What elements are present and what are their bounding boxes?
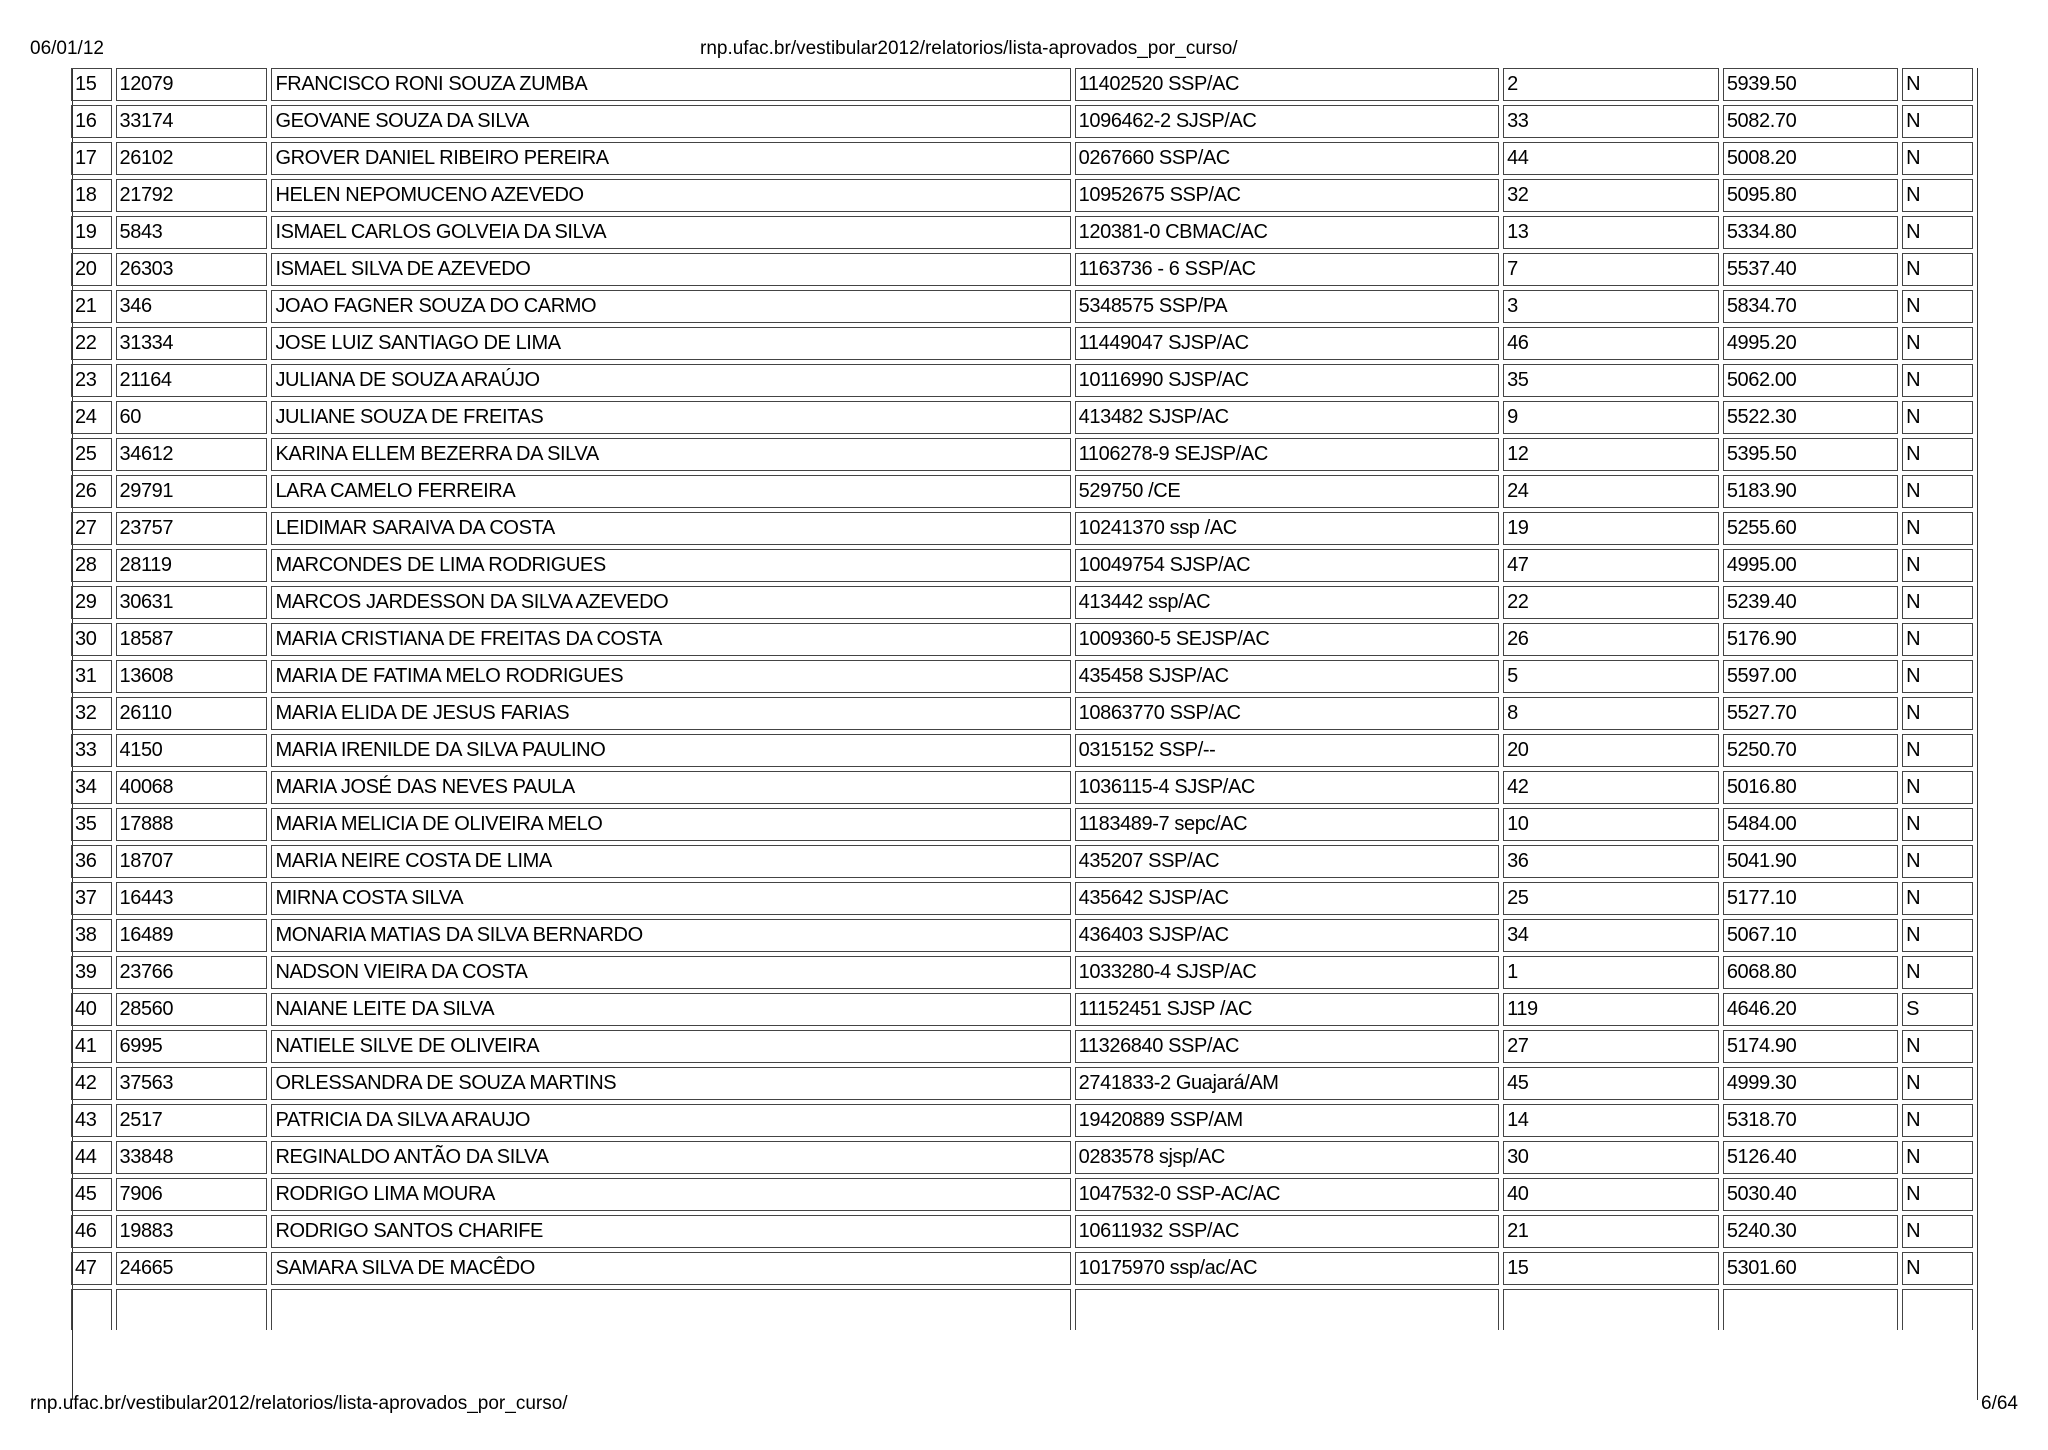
cell-flag: N — [1902, 438, 1973, 471]
cell-registration: 23766 — [116, 956, 268, 989]
cell-registration: 30631 — [116, 586, 268, 619]
cell-name: NAIANE LEITE DA SILVA — [271, 993, 1070, 1026]
cell-flag: N — [1902, 1104, 1973, 1137]
cell-score: 5008.20 — [1723, 142, 1898, 175]
cell-name: MARIA NEIRE COSTA DE LIMA — [271, 845, 1070, 878]
header-date: 06/01/12 — [30, 38, 104, 59]
cell-rank: 36 — [1503, 845, 1719, 878]
cell-empty — [1075, 1289, 1499, 1330]
cell-registration: 2517 — [116, 1104, 268, 1137]
cell-score: 5301.60 — [1723, 1252, 1898, 1285]
cell-name: MONARIA MATIAS DA SILVA BERNARDO — [271, 919, 1070, 952]
cell-name: GROVER DANIEL RIBEIRO PEREIRA — [271, 142, 1070, 175]
table-row — [71, 882, 1973, 915]
cell-name: GEOVANE SOUZA DA SILVA — [271, 105, 1070, 138]
cell-identity-document: 1163736 - 6 SSP/AC — [1075, 253, 1499, 286]
cell-identity-document: 1183489-7 sepc/AC — [1075, 808, 1499, 841]
cell-rank: 12 — [1503, 438, 1719, 471]
cell-position: 20 — [71, 253, 112, 286]
cell-name: MARIA ELIDA DE JESUS FARIAS — [271, 697, 1070, 730]
cell-rank: 119 — [1503, 993, 1719, 1026]
cell-registration: 31334 — [116, 327, 268, 360]
cell-score: 5183.90 — [1723, 475, 1898, 508]
cell-rank: 15 — [1503, 1252, 1719, 1285]
cell-rank: 10 — [1503, 808, 1719, 841]
footer-page-number: 6/64 — [1981, 1393, 2018, 1414]
cell-identity-document: 120381-0 CBMAC/AC — [1075, 216, 1499, 249]
cell-rank: 24 — [1503, 475, 1719, 508]
cell-registration: 24665 — [116, 1252, 268, 1285]
cell-identity-document: 1096462-2 SJSP/AC — [1075, 105, 1499, 138]
cell-score: 5041.90 — [1723, 845, 1898, 878]
cell-rank: 35 — [1503, 364, 1719, 397]
cell-position: 16 — [71, 105, 112, 138]
cell-flag: N — [1902, 771, 1973, 804]
cell-name: JOSE LUIZ SANTIAGO DE LIMA — [271, 327, 1070, 360]
cell-position: 38 — [71, 919, 112, 952]
cell-identity-document: 1036115-4 SJSP/AC — [1075, 771, 1499, 804]
cell-identity-document: 1106278-9 SEJSP/AC — [1075, 438, 1499, 471]
cell-identity-document: 435458 SJSP/AC — [1075, 660, 1499, 693]
cell-registration: 28119 — [116, 549, 268, 582]
table-row — [71, 623, 1973, 656]
cell-identity-document: 413442 ssp/AC — [1075, 586, 1499, 619]
cell-identity-document: 0315152 SSP/-- — [1075, 734, 1499, 767]
cell-registration: 60 — [116, 401, 268, 434]
table-row — [71, 919, 1973, 952]
cell-registration: 28560 — [116, 993, 268, 1026]
cell-score: 5030.40 — [1723, 1178, 1898, 1211]
cell-rank: 30 — [1503, 1141, 1719, 1174]
cell-identity-document: 10863770 SSP/AC — [1075, 697, 1499, 730]
cell-identity-document: 1047532-0 SSP-AC/AC — [1075, 1178, 1499, 1211]
cell-rank: 33 — [1503, 105, 1719, 138]
cell-rank: 42 — [1503, 771, 1719, 804]
cell-registration: 34612 — [116, 438, 268, 471]
cell-name: MIRNA COSTA SILVA — [271, 882, 1070, 915]
cell-name: MARIA DE FATIMA MELO RODRIGUES — [271, 660, 1070, 693]
cell-score: 5250.70 — [1723, 734, 1898, 767]
cell-identity-document: 10175970 ssp/ac/AC — [1075, 1252, 1499, 1285]
results-table-body — [71, 68, 1973, 1330]
cell-identity-document: 10116990 SJSP/AC — [1075, 364, 1499, 397]
table-row — [71, 475, 1973, 508]
cell-name: ISMAEL SILVA DE AZEVEDO — [271, 253, 1070, 286]
cell-name: MARIA MELICIA DE OLIVEIRA MELO — [271, 808, 1070, 841]
cell-name: ORLESSANDRA DE SOUZA MARTINS — [271, 1067, 1070, 1100]
cell-registration: 23757 — [116, 512, 268, 545]
cell-score: 4995.20 — [1723, 327, 1898, 360]
cell-score: 4646.20 — [1723, 993, 1898, 1026]
cell-score: 5176.90 — [1723, 623, 1898, 656]
cell-name: REGINALDO ANTÃO DA SILVA — [271, 1141, 1070, 1174]
cell-identity-document: 19420889 SSP/AM — [1075, 1104, 1499, 1137]
cell-position: 47 — [71, 1252, 112, 1285]
cell-rank: 34 — [1503, 919, 1719, 952]
cell-position: 27 — [71, 512, 112, 545]
results-table — [71, 68, 1977, 1334]
cell-position: 26 — [71, 475, 112, 508]
table-row — [71, 734, 1973, 767]
cell-rank: 47 — [1503, 549, 1719, 582]
table-row — [71, 993, 1973, 1026]
cell-score: 5174.90 — [1723, 1030, 1898, 1063]
cell-rank: 32 — [1503, 179, 1719, 212]
cell-position: 31 — [71, 660, 112, 693]
cell-name: ISMAEL CARLOS GOLVEIA DA SILVA — [271, 216, 1070, 249]
cell-rank: 9 — [1503, 401, 1719, 434]
cell-identity-document: 11326840 SSP/AC — [1075, 1030, 1499, 1063]
cell-flag: N — [1902, 808, 1973, 841]
cell-identity-document: 11152451 SJSP /AC — [1075, 993, 1499, 1026]
table-row — [71, 364, 1973, 397]
cell-flag: N — [1902, 1178, 1973, 1211]
cell-flag: N — [1902, 142, 1973, 175]
cell-registration: 346 — [116, 290, 268, 323]
cell-score: 5240.30 — [1723, 1215, 1898, 1248]
cell-empty — [116, 1289, 268, 1330]
cell-position: 23 — [71, 364, 112, 397]
cell-position: 44 — [71, 1141, 112, 1174]
cell-position: 43 — [71, 1104, 112, 1137]
cell-rank: 13 — [1503, 216, 1719, 249]
table-row — [71, 1067, 1973, 1100]
cell-empty — [1503, 1289, 1719, 1330]
cell-score: 5067.10 — [1723, 919, 1898, 952]
cell-position: 24 — [71, 401, 112, 434]
cell-registration: 13608 — [116, 660, 268, 693]
cell-position: 37 — [71, 882, 112, 915]
cell-registration: 40068 — [116, 771, 268, 804]
cell-rank: 46 — [1503, 327, 1719, 360]
cell-identity-document: 529750 /CE — [1075, 475, 1499, 508]
results-table-container — [71, 68, 1981, 1400]
cell-position: 40 — [71, 993, 112, 1026]
cell-identity-document: 10611932 SSP/AC — [1075, 1215, 1499, 1248]
cell-rank: 27 — [1503, 1030, 1719, 1063]
cell-identity-document: 435207 SSP/AC — [1075, 845, 1499, 878]
cell-name: MARIA JOSÉ DAS NEVES PAULA — [271, 771, 1070, 804]
cell-flag: N — [1902, 697, 1973, 730]
cell-flag: N — [1902, 105, 1973, 138]
cell-identity-document: 2741833-2 Guajará/AM — [1075, 1067, 1499, 1100]
cell-identity-document: 10241370 ssp /AC — [1075, 512, 1499, 545]
table-row — [71, 586, 1973, 619]
cell-score: 5239.40 — [1723, 586, 1898, 619]
cell-registration: 5843 — [116, 216, 268, 249]
cell-position: 33 — [71, 734, 112, 767]
cell-identity-document: 413482 SJSP/AC — [1075, 401, 1499, 434]
cell-rank: 5 — [1503, 660, 1719, 693]
cell-score: 5177.10 — [1723, 882, 1898, 915]
cell-empty — [271, 1289, 1070, 1330]
cell-position: 25 — [71, 438, 112, 471]
cell-score: 5834.70 — [1723, 290, 1898, 323]
cell-rank: 14 — [1503, 1104, 1719, 1137]
table-row — [71, 401, 1973, 434]
cell-identity-document: 10049754 SJSP/AC — [1075, 549, 1499, 582]
cell-position: 41 — [71, 1030, 112, 1063]
cell-position: 34 — [71, 771, 112, 804]
cell-score: 5126.40 — [1723, 1141, 1898, 1174]
cell-score: 4999.30 — [1723, 1067, 1898, 1100]
table-row — [71, 1252, 1973, 1285]
cell-identity-document: 1009360-5 SEJSP/AC — [1075, 623, 1499, 656]
table-row — [71, 660, 1973, 693]
cell-identity-document: 436403 SJSP/AC — [1075, 919, 1499, 952]
cell-registration: 4150 — [116, 734, 268, 767]
cell-flag: N — [1902, 956, 1973, 989]
cell-name: RODRIGO LIMA MOURA — [271, 1178, 1070, 1211]
cell-flag: N — [1902, 549, 1973, 582]
footer-url: rnp.ufac.br/vestibular2012/relatorios/lista-aprovados_por_curso/ — [30, 1393, 568, 1414]
cell-position: 30 — [71, 623, 112, 656]
table-row — [71, 1141, 1973, 1174]
cell-name: SAMARA SILVA DE MACÊDO — [271, 1252, 1070, 1285]
cell-rank: 20 — [1503, 734, 1719, 767]
cell-flag: N — [1902, 1252, 1973, 1285]
table-row — [71, 1104, 1973, 1137]
cell-flag: N — [1902, 882, 1973, 915]
cell-position: 18 — [71, 179, 112, 212]
cell-name: LEIDIMAR SARAIVA DA COSTA — [271, 512, 1070, 545]
cell-position: 35 — [71, 808, 112, 841]
cell-position: 28 — [71, 549, 112, 582]
cell-flag: N — [1902, 216, 1973, 249]
table-row — [71, 512, 1973, 545]
cell-position: 32 — [71, 697, 112, 730]
cell-registration: 18587 — [116, 623, 268, 656]
cell-rank: 40 — [1503, 1178, 1719, 1211]
cell-position: 39 — [71, 956, 112, 989]
cell-registration: 33174 — [116, 105, 268, 138]
cell-registration: 21164 — [116, 364, 268, 397]
table-row — [71, 105, 1973, 138]
cell-name: MARCOS JARDESSON DA SILVA AZEVEDO — [271, 586, 1070, 619]
cell-identity-document: 11402520 SSP/AC — [1075, 68, 1499, 101]
table-row — [71, 549, 1973, 582]
cell-registration: 26303 — [116, 253, 268, 286]
cell-name: HELEN NEPOMUCENO AZEVEDO — [271, 179, 1070, 212]
cell-empty — [1902, 1289, 1973, 1330]
cell-score: 5527.70 — [1723, 697, 1898, 730]
cell-name: FRANCISCO RONI SOUZA ZUMBA — [271, 68, 1070, 101]
cell-name: MARIA IRENILDE DA SILVA PAULINO — [271, 734, 1070, 767]
cell-score: 5597.00 — [1723, 660, 1898, 693]
table-row — [71, 68, 1973, 101]
cell-position: 46 — [71, 1215, 112, 1248]
cell-score: 5082.70 — [1723, 105, 1898, 138]
cell-position: 15 — [71, 68, 112, 101]
cell-flag: N — [1902, 623, 1973, 656]
cell-position: 36 — [71, 845, 112, 878]
cell-name: MARIA CRISTIANA DE FREITAS DA COSTA — [271, 623, 1070, 656]
table-row — [71, 956, 1973, 989]
cell-flag: N — [1902, 1141, 1973, 1174]
cell-registration: 16489 — [116, 919, 268, 952]
cell-score: 5318.70 — [1723, 1104, 1898, 1137]
cell-position: 42 — [71, 1067, 112, 1100]
cell-rank: 2 — [1503, 68, 1719, 101]
table-frame-right — [1977, 68, 1981, 1400]
cell-rank: 3 — [1503, 290, 1719, 323]
cell-identity-document: 11449047 SJSP/AC — [1075, 327, 1499, 360]
table-row-empty — [71, 1289, 1973, 1330]
cell-position: 21 — [71, 290, 112, 323]
cell-name: RODRIGO SANTOS CHARIFE — [271, 1215, 1070, 1248]
cell-flag: N — [1902, 919, 1973, 952]
cell-identity-document: 5348575 SSP/PA — [1075, 290, 1499, 323]
table-row — [71, 1178, 1973, 1211]
cell-score: 5095.80 — [1723, 179, 1898, 212]
table-row — [71, 1215, 1973, 1248]
table-row — [71, 290, 1973, 323]
cell-score: 5522.30 — [1723, 401, 1898, 434]
table-row — [71, 808, 1973, 841]
cell-flag: N — [1902, 401, 1973, 434]
cell-flag: N — [1902, 734, 1973, 767]
cell-flag: N — [1902, 512, 1973, 545]
cell-registration: 33848 — [116, 1141, 268, 1174]
cell-name: NATIELE SILVE DE OLIVEIRA — [271, 1030, 1070, 1063]
cell-position: 19 — [71, 216, 112, 249]
cell-registration: 16443 — [116, 882, 268, 915]
cell-score: 5939.50 — [1723, 68, 1898, 101]
cell-flag: N — [1902, 253, 1973, 286]
cell-flag: N — [1902, 1030, 1973, 1063]
cell-rank: 19 — [1503, 512, 1719, 545]
cell-rank: 21 — [1503, 1215, 1719, 1248]
table-row — [71, 142, 1973, 175]
cell-score: 5537.40 — [1723, 253, 1898, 286]
cell-name: MARCONDES DE LIMA RODRIGUES — [271, 549, 1070, 582]
cell-identity-document: 1033280-4 SJSP/AC — [1075, 956, 1499, 989]
table-row — [71, 697, 1973, 730]
cell-score: 5395.50 — [1723, 438, 1898, 471]
cell-score: 6068.80 — [1723, 956, 1898, 989]
table-row — [71, 438, 1973, 471]
cell-registration: 12079 — [116, 68, 268, 101]
cell-name: LARA CAMELO FERREIRA — [271, 475, 1070, 508]
cell-empty — [71, 1289, 112, 1330]
cell-score: 4995.00 — [1723, 549, 1898, 582]
cell-name: JOAO FAGNER SOUZA DO CARMO — [271, 290, 1070, 323]
cell-rank: 44 — [1503, 142, 1719, 175]
cell-score: 5334.80 — [1723, 216, 1898, 249]
table-row — [71, 1030, 1973, 1063]
cell-name: JULIANE SOUZA DE FREITAS — [271, 401, 1070, 434]
cell-score: 5062.00 — [1723, 364, 1898, 397]
cell-flag: N — [1902, 364, 1973, 397]
cell-identity-document: 10952675 SSP/AC — [1075, 179, 1499, 212]
cell-rank: 1 — [1503, 956, 1719, 989]
cell-name: KARINA ELLEM BEZERRA DA SILVA — [271, 438, 1070, 471]
cell-score: 5016.80 — [1723, 771, 1898, 804]
cell-flag: N — [1902, 475, 1973, 508]
cell-registration: 21792 — [116, 179, 268, 212]
cell-identity-document: 0267660 SSP/AC — [1075, 142, 1499, 175]
cell-rank: 45 — [1503, 1067, 1719, 1100]
cell-name: PATRICIA DA SILVA ARAUJO — [271, 1104, 1070, 1137]
cell-registration: 19883 — [116, 1215, 268, 1248]
cell-registration: 7906 — [116, 1178, 268, 1211]
cell-flag: N — [1902, 845, 1973, 878]
cell-registration: 18707 — [116, 845, 268, 878]
cell-registration: 26102 — [116, 142, 268, 175]
cell-flag: N — [1902, 179, 1973, 212]
cell-identity-document: 435642 SJSP/AC — [1075, 882, 1499, 915]
table-row — [71, 216, 1973, 249]
cell-flag: N — [1902, 327, 1973, 360]
cell-rank: 25 — [1503, 882, 1719, 915]
cell-position: 29 — [71, 586, 112, 619]
cell-name: NADSON VIEIRA DA COSTA — [271, 956, 1070, 989]
table-row — [71, 327, 1973, 360]
cell-flag: N — [1902, 290, 1973, 323]
cell-rank: 22 — [1503, 586, 1719, 619]
cell-flag: S — [1902, 993, 1973, 1026]
table-row — [71, 771, 1973, 804]
cell-rank: 26 — [1503, 623, 1719, 656]
cell-score: 5484.00 — [1723, 808, 1898, 841]
cell-flag: N — [1902, 660, 1973, 693]
cell-rank: 7 — [1503, 253, 1719, 286]
cell-registration: 37563 — [116, 1067, 268, 1100]
cell-position: 45 — [71, 1178, 112, 1211]
cell-flag: N — [1902, 586, 1973, 619]
cell-registration: 29791 — [116, 475, 268, 508]
cell-identity-document: 0283578 sjsp/AC — [1075, 1141, 1499, 1174]
cell-flag: N — [1902, 1067, 1973, 1100]
header-url: rnp.ufac.br/vestibular2012/relatorios/lista-aprovados_por_curso/ — [700, 38, 1238, 59]
table-row — [71, 179, 1973, 212]
cell-rank: 8 — [1503, 697, 1719, 730]
cell-empty — [1723, 1289, 1898, 1330]
cell-position: 22 — [71, 327, 112, 360]
cell-registration: 17888 — [116, 808, 268, 841]
cell-flag: N — [1902, 1215, 1973, 1248]
cell-score: 5255.60 — [1723, 512, 1898, 545]
cell-registration: 26110 — [116, 697, 268, 730]
cell-position: 17 — [71, 142, 112, 175]
cell-registration: 6995 — [116, 1030, 268, 1063]
cell-name: JULIANA DE SOUZA ARAÚJO — [271, 364, 1070, 397]
table-row — [71, 845, 1973, 878]
cell-flag: N — [1902, 68, 1973, 101]
table-row — [71, 253, 1973, 286]
